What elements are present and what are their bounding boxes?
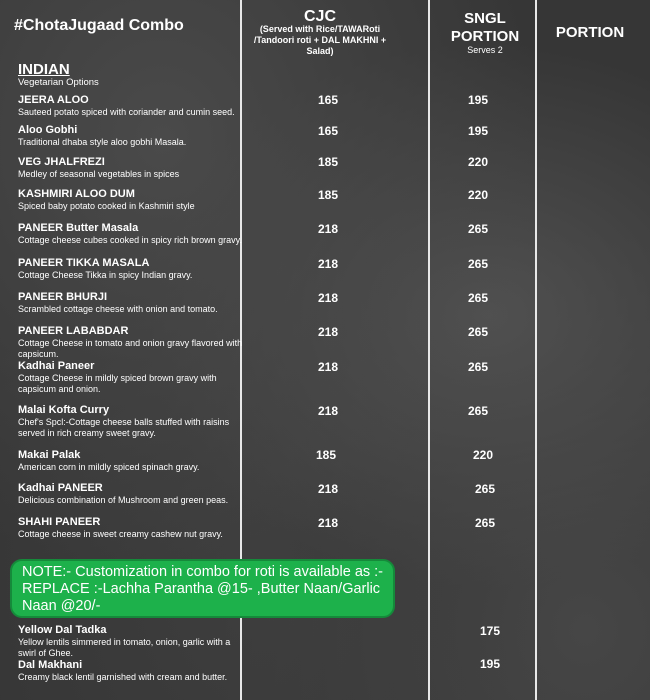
item-name: VEG JHALFREZI [18,156,105,168]
item-name: PANEER Butter Masala [18,222,139,234]
item-description: Sauteed potato spiced with coriander and cumin seed. [18,107,235,117]
sngl-price: 220 [467,188,489,202]
cjc-price: 185 [317,188,339,202]
cjc-price: 218 [317,404,339,418]
cjc-price: 218 [317,257,339,271]
item-description: Cottage cheese cubes cooked in spicy rich brown gravy. [18,235,242,245]
item-name: SHAHI PANEER [18,516,101,528]
portion-column-header: PORTION [555,24,625,41]
cjc-price: 218 [317,291,339,305]
cjc-price: 218 [317,482,339,496]
item-description: Cottage cheese in sweet creamy cashew nut gravy. [18,529,223,539]
cjc-price: 218 [317,516,339,530]
menu-item [18,291,243,315]
item-description: Cottage Cheese in tomato and onion gravy flavored with capsicum. [18,338,243,359]
menu-title: #ChotaJugaad Combo [14,17,184,34]
item-name: Dal Makhani [18,659,83,671]
column-divider [428,0,430,700]
item-name: Yellow Dal Tadka [18,624,107,636]
item-name: PANEER BHURJI [18,291,108,303]
menu-item [18,222,243,246]
sngl-price: 195 [467,93,489,107]
sngl-price: 265 [467,222,489,236]
sngl-price: 265 [467,291,489,305]
sngl-price: 265 [467,360,489,374]
cjc-price: 218 [317,222,339,236]
item-name: PANEER TIKKA MASALA [18,257,150,269]
menu-item [18,659,243,683]
menu-item [18,404,243,438]
item-name: Malai Kofta Curry [18,404,110,416]
sngl-price: 265 [467,325,489,339]
item-description: Delicious combination of Mushroom and green peas. [18,495,229,505]
menu-item [18,516,243,540]
menu-item [18,257,243,281]
item-name: Aloo Gobhi [18,124,78,136]
item-description: Creamy black lentil garnished with cream and butter. [18,672,228,682]
section-title: INDIAN [18,61,70,78]
menu-item [18,624,243,658]
item-description: Chef's Spcl:-Cottage cheese balls stuffed with raisins served in rich creamy sweet gravy. [18,417,230,438]
item-description: Yellow lentils simmered in tomato, onion, garlic with a swirl of Ghee. [18,637,231,658]
menu-item [18,188,243,212]
cjc-price: 185 [315,448,337,462]
cjc-price: 218 [317,325,339,339]
item-name: KASHMIRI ALOO DUM [18,188,135,200]
cjc-column-header: CJC [303,8,336,25]
section-subtitle: Vegetarian Options [18,77,99,88]
menu-item [18,94,243,118]
cjc-price: 185 [317,155,339,169]
item-description: Medley of seasonal vegetables in spices [18,169,180,179]
sngl-column-header: SNGL PORTION [450,10,520,45]
sngl-price: 195 [479,657,501,671]
sngl-price: 195 [467,124,489,138]
menu-item [18,156,243,180]
sngl-price: 265 [467,404,489,418]
item-description: Scrambled cottage cheese with onion and tomato. [18,304,218,314]
item-name: PANEER LABABDAR [18,325,129,337]
menu-item [18,360,243,394]
sngl-price: 265 [467,257,489,271]
menu-item [18,124,243,148]
cjc-price: 218 [317,360,339,374]
cjc-price: 165 [317,124,339,138]
item-description: Cottage Cheese in mildly spiced brown gravy with capsicum and onion. [18,373,217,394]
customization-note: NOTE:- Customization in combo for roti is available as :- REPLACE :-Lachha Parantha @15- ,Butter Naan/Garlic Naan @20/- [10,559,395,618]
sngl-price: 220 [467,155,489,169]
menu-item [18,449,243,473]
sngl-price: 175 [479,624,501,638]
sngl-price: 265 [474,516,496,530]
item-name: Kadhai PANEER [18,482,103,494]
item-description: American corn in mildly spiced spinach gravy. [18,462,200,472]
serves-label: Serves 2 [467,45,503,55]
sngl-price: 220 [472,448,494,462]
item-name: JEERA ALOO [18,94,89,106]
cjc-price: 165 [317,93,339,107]
item-name: Makai Palak [18,449,81,461]
item-description: Spiced baby potato cooked in Kashmiri style [18,201,195,211]
column-divider [535,0,537,700]
item-name: Kadhai Paneer [18,360,95,372]
menu-item [18,325,243,359]
item-description: Cottage Cheese Tikka in spicy Indian gravy. [18,270,193,280]
cjc-column-subtitle: (Served with Rice/TAWARoti /Tandoori roti + DAL MAKHNI + Salad) [253,24,387,56]
menu-item [18,482,243,506]
sngl-price: 265 [474,482,496,496]
item-description: Traditional dhaba style aloo gobhi Masala. [18,137,187,147]
